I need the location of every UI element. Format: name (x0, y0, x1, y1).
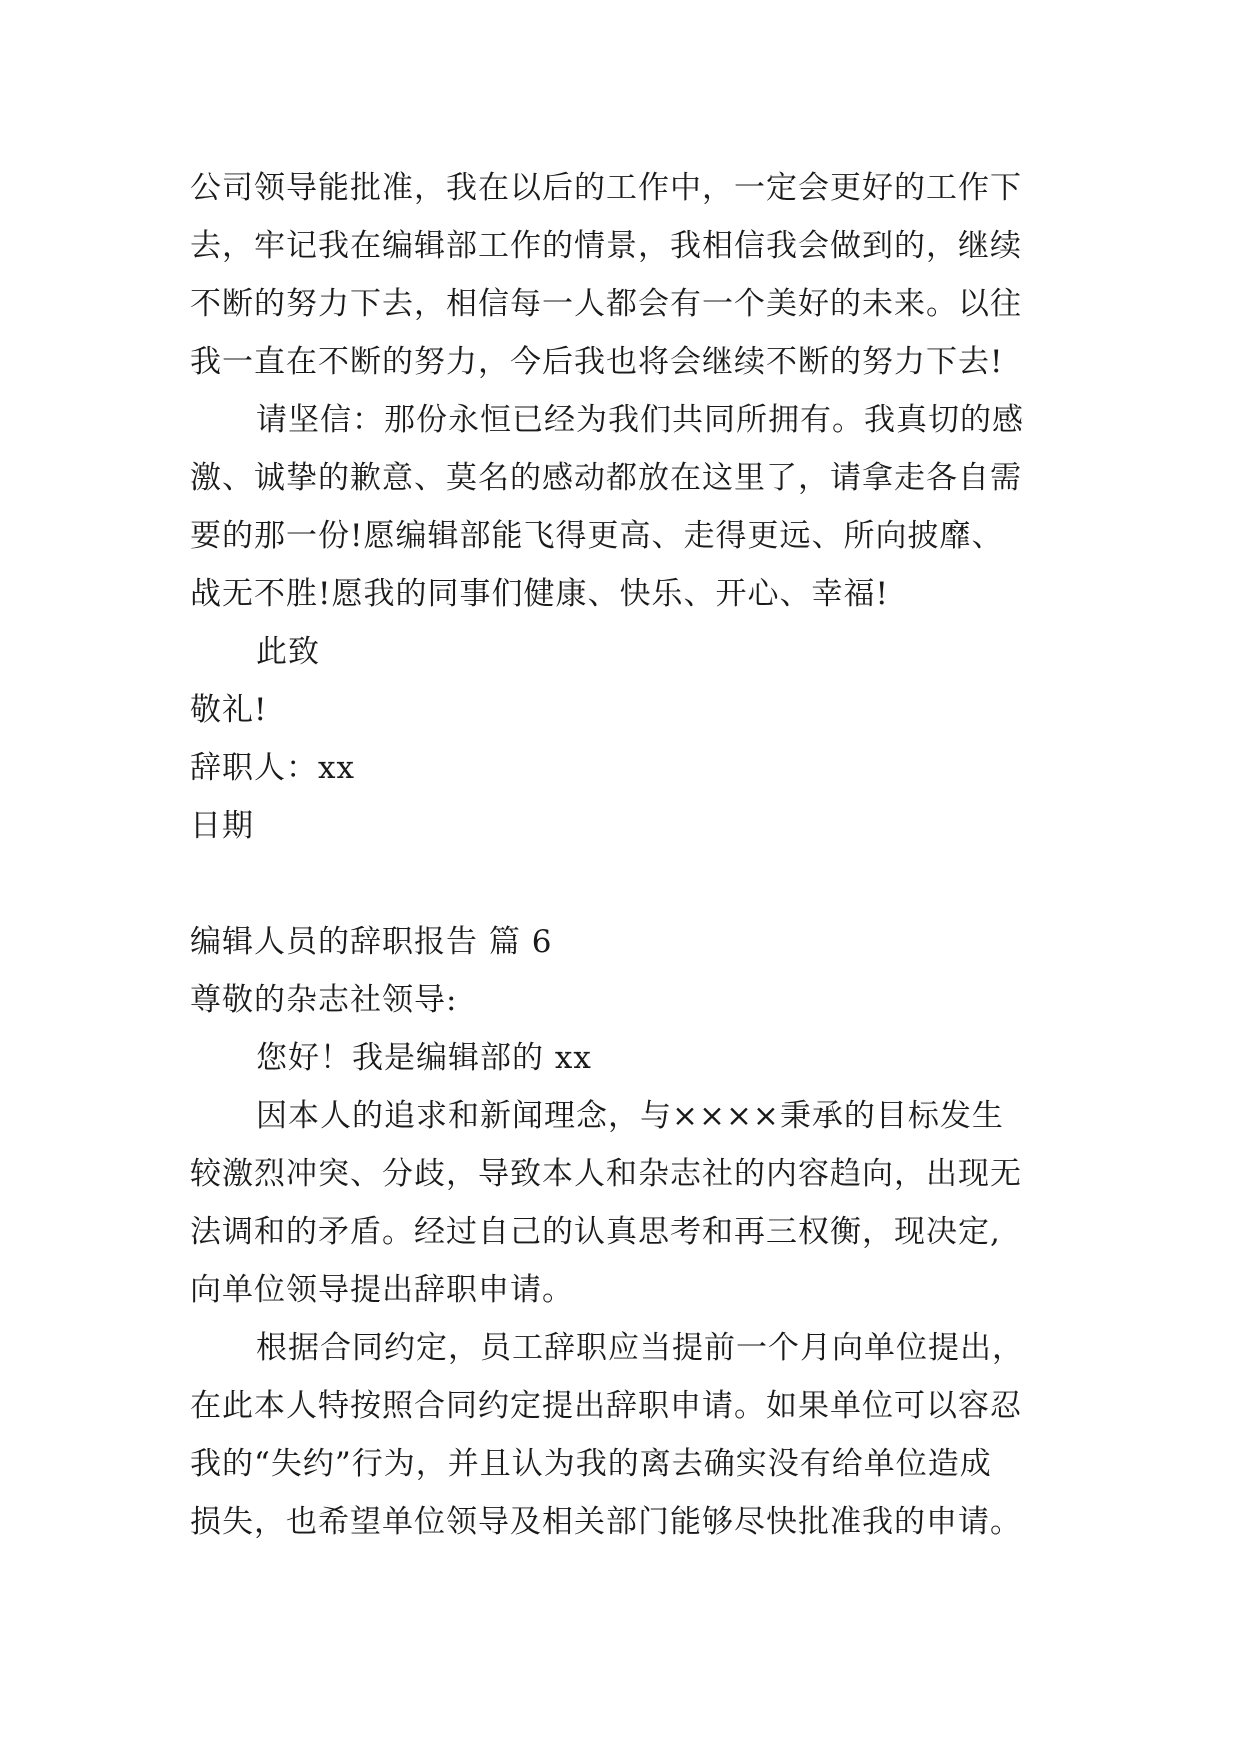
paragraph-line: 根据合同约定，员工辞职应当提前一个月向单位提出， (256, 1330, 1024, 1366)
date-line: 日期 (190, 808, 254, 844)
paragraph-line: 法调和的矛盾。经过自己的认真思考和再三权衡，现决定, (190, 1214, 1001, 1250)
paragraph-line: 要的那一份!愿编辑部能飞得更高、走得更远、所向披靡、 (190, 518, 1004, 554)
paragraph-line: 较激烈冲突、分歧，导致本人和杂志社的内容趋向，出现无 (190, 1156, 1022, 1192)
paragraph-line: 我一直在不断的努力，今后我也将会继续不断的努力下去! (190, 344, 1004, 380)
paragraph-line: 请坚信：那份永恒已经为我们共同所拥有。我真切的感 (256, 402, 1024, 438)
paragraph-line: 不断的努力下去，相信每一人都会有一个美好的未来。以往 (190, 286, 1022, 322)
paragraph-line: 在此本人特按照合同约定提出辞职申请。如果单位可以容忍 (190, 1388, 1022, 1424)
paragraph-line: 激、诚挚的歉意、莫名的感动都放在这里了，请拿走各自需 (190, 460, 1022, 496)
paragraph-line: 损失，也希望单位领导及相关部门能够尽快批准我的申请。 (190, 1504, 1022, 1540)
section-title: 编辑人员的辞职报告 篇 6 (190, 924, 553, 960)
paragraph-line: 向单位领导提出辞职申请。 (190, 1272, 574, 1308)
greeting-line: 尊敬的杂志社领导: (190, 982, 458, 1018)
closing-salutation: 此致 (256, 634, 320, 670)
paragraph-line: 公司领导能批准，我在以后的工作中，一定会更好的工作下 (190, 170, 1022, 206)
paragraph-line: 去，牢记我在编辑部工作的情景，我相信我会做到的，继续 (190, 228, 1022, 264)
closing-regards: 敬礼! (190, 692, 268, 728)
paragraph-line: 我的“失约”行为，并且认为我的离去确实没有给单位造成 (190, 1446, 992, 1482)
signature-line: 辞职人：xx (190, 750, 355, 786)
paragraph-line: 您好！我是编辑部的 xx (256, 1040, 592, 1076)
paragraph-line: 因本人的追求和新闻理念，与××××秉承的目标发生 (256, 1098, 1004, 1134)
paragraph-line: 战无不胜!愿我的同事们健康、快乐、开心、幸福! (190, 576, 889, 612)
